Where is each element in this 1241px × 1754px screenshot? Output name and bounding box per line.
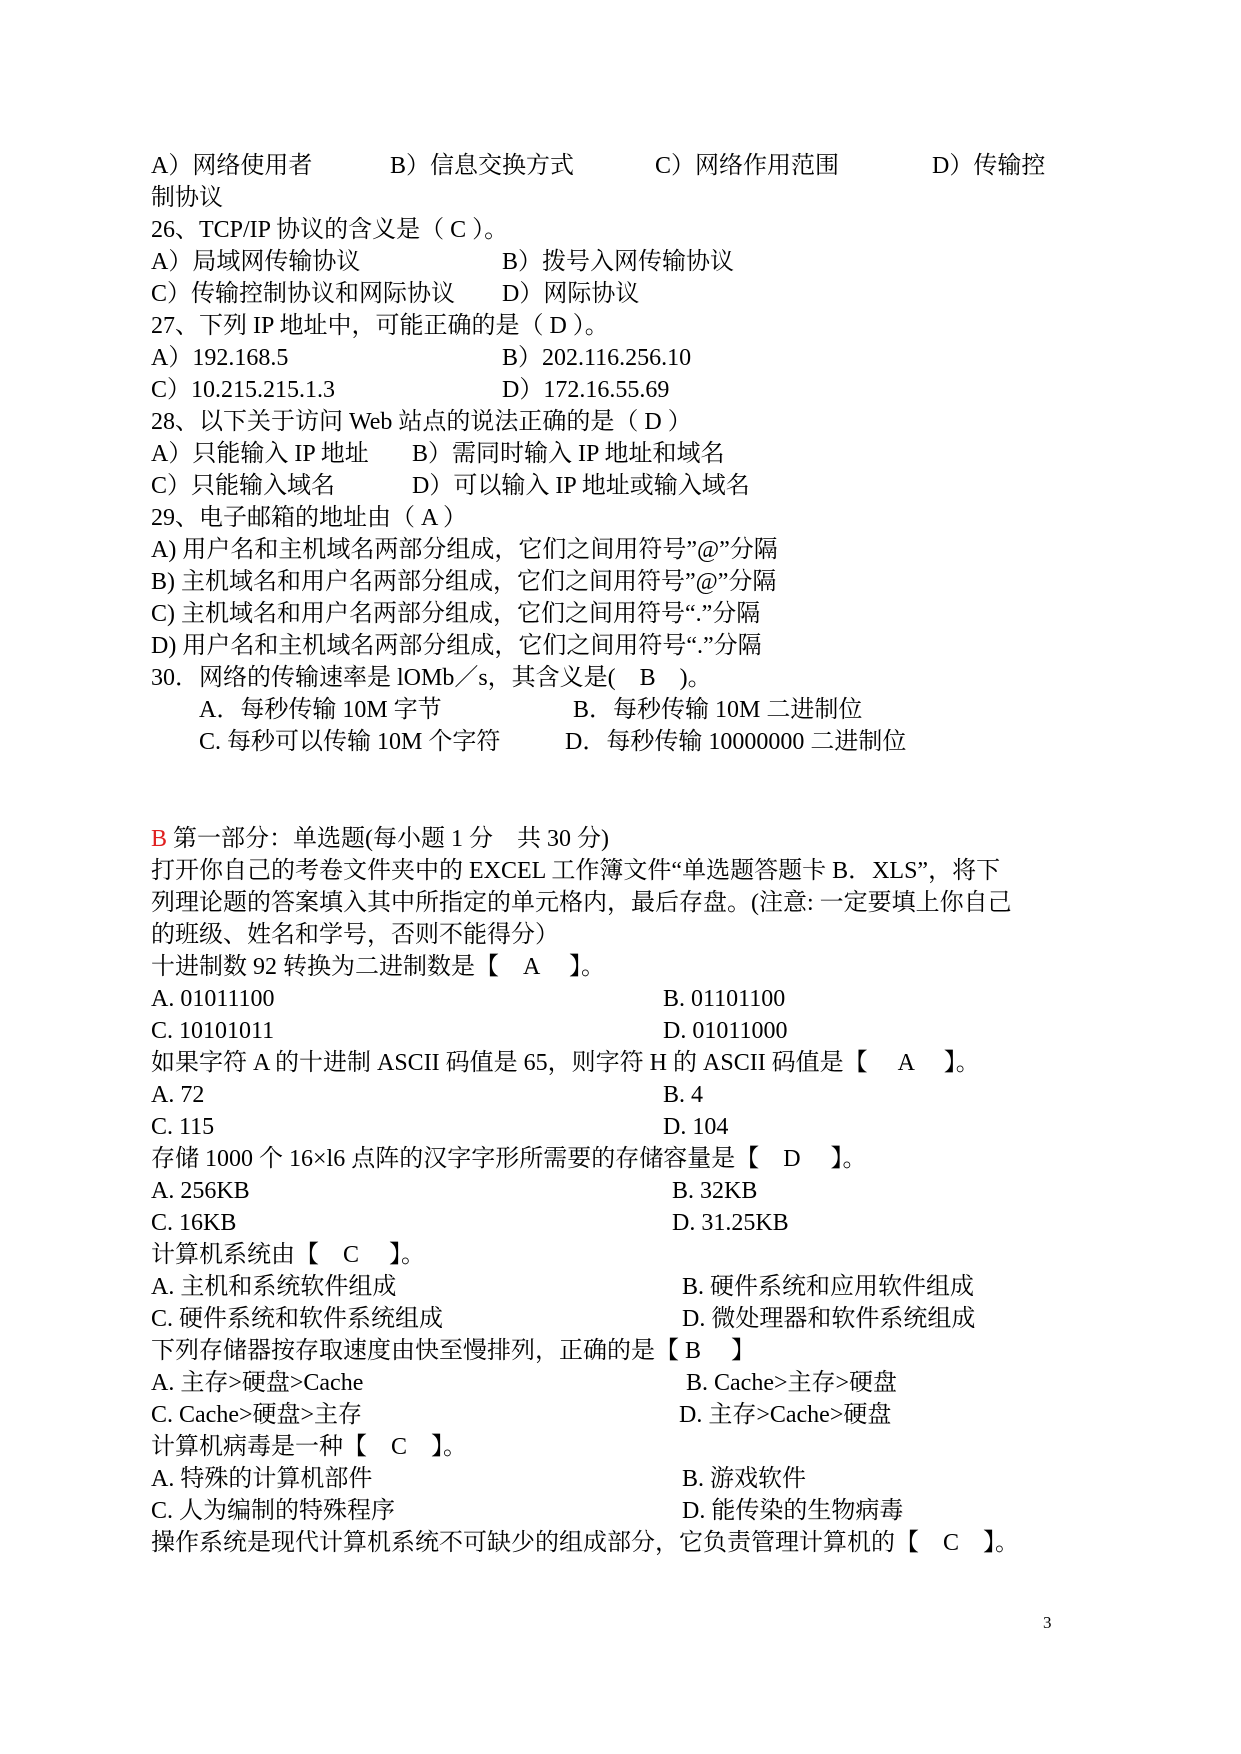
b-q6-option-a: A. 特殊的计算机部件 xyxy=(151,1466,373,1492)
b-q1-option-d: D. 01011000 xyxy=(663,1018,788,1044)
section-title: 第一部分：单选题(每小题 1 分 共 30 分) xyxy=(167,826,609,852)
b-q6-stem: 计算机病毒是一种【 C 】。 xyxy=(151,1434,468,1460)
q26-stem: 26、TCP/IP 协议的含义是（ C ）。 xyxy=(151,217,509,243)
b-q5-option-c: C. Cache>硬盘>主存 xyxy=(151,1402,363,1428)
b-q3-option-b: B. 32KB xyxy=(672,1178,758,1204)
q29-option-d: D) 用户名和主机域名两部分组成，它们之间用符号“.”分隔 xyxy=(151,633,762,659)
b-q6-option-d: D. 能传染的生物病毒 xyxy=(682,1498,904,1524)
b-q6-option-b: B. 游戏软件 xyxy=(682,1466,807,1492)
b-q2-option-c: C. 115 xyxy=(151,1114,215,1140)
b-q5-stem: 下列存储器按存取速度由快至慢排列，正确的是【 B 】 xyxy=(151,1338,756,1364)
b-q4-stem: 计算机系统由【 C 】。 xyxy=(151,1242,426,1268)
q26-option-c: C）传输控制协议和网际协议 xyxy=(151,281,456,307)
b-q4-option-d: D. 微处理器和软件系统组成 xyxy=(682,1306,976,1332)
q27-option-b: B）202.116.256.10 xyxy=(502,345,692,371)
q28-stem: 28、以下关于访问 Web 站点的说法正确的是（ D ） xyxy=(151,409,692,435)
b-q4-option-c: C. 硬件系统和软件系统组成 xyxy=(151,1306,444,1332)
q26-option-d: D）网际协议 xyxy=(502,281,640,307)
q30-stem: 30．网络的传输速率是 lOMb／s，其含义是( B )。 xyxy=(151,665,712,691)
b-q5-option-d: D. 主存>Cache>硬盘 xyxy=(679,1402,892,1428)
q26-option-b: B）拨号入网传输协议 xyxy=(502,249,735,275)
q29-option-c: C) 主机域名和用户名两部分组成，它们之间用符号“.”分隔 xyxy=(151,601,761,627)
b-q2-option-d: D. 104 xyxy=(663,1114,729,1140)
q25-option-d: D）传输控 xyxy=(932,153,1046,179)
q30-option-a: A．每秒传输 10M 字节 xyxy=(199,697,442,723)
b-q3-stem: 存储 1000 个 16×l6 点阵的汉字字形所需要的存储容量是【 D 】。 xyxy=(151,1146,867,1172)
page-number: 3 xyxy=(1043,1613,1052,1632)
b-q2-option-b: B. 4 xyxy=(663,1082,704,1108)
section-marker: B xyxy=(151,826,168,852)
q30-option-c: C. 每秒可以传输 10M 个字符 xyxy=(199,729,501,755)
q29-stem: 29、电子邮箱的地址由（ A ） xyxy=(151,505,468,531)
b-q5-option-a: A. 主存>硬盘>Cache xyxy=(151,1370,364,1396)
q27-option-a: A）192.168.5 xyxy=(151,345,289,371)
q25-option-b: B）信息交换方式 xyxy=(390,153,575,179)
b-q2-stem: 如果字符 A 的十进制 ASCII 码值是 65，则字符 H 的 ASCII 码值是【 A 】。 xyxy=(151,1050,980,1076)
b-q5-option-b: B. Cache>主存>硬盘 xyxy=(686,1370,898,1396)
intro-line-2: 列理论题的答案填入其中所指定的单元格内，最后存盘。(注意: 一定要填上你自己 xyxy=(151,890,1012,916)
q25-option-d-continued: 制协议 xyxy=(151,185,223,211)
b-q1-stem: 十进制数 92 转换为二进制数是【 A 】。 xyxy=(151,954,606,980)
b-q1-option-b: B. 01101100 xyxy=(663,986,786,1012)
b-q2-option-a: A. 72 xyxy=(151,1082,205,1108)
q29-option-b: B) 主机域名和用户名两部分组成，它们之间用符号”@”分隔 xyxy=(151,569,777,595)
q28-option-c: C）只能输入域名 xyxy=(151,473,336,499)
q29-option-a: A) 用户名和主机域名两部分组成，它们之间用符号”@”分隔 xyxy=(151,537,778,563)
b-q4-option-a: A. 主机和系统软件组成 xyxy=(151,1274,397,1300)
intro-line-1: 打开你自己的考卷文件夹中的 EXCEL 工作簿文件“单选题答题卡 B．XLS”，将下 xyxy=(151,858,1001,884)
section-heading xyxy=(151,823,609,856)
q27-option-d: D）172.16.55.69 xyxy=(502,377,670,403)
q30-option-d: D．每秒传输 10000000 二进制位 xyxy=(565,729,907,755)
b-q1-option-a: A. 01011100 xyxy=(151,986,275,1012)
b-q7-stem: 操作系统是现代计算机系统不可缺少的组成部分，它负责管理计算机的【 C 】。 xyxy=(151,1530,1020,1556)
q26-option-a: A）局域网传输协议 xyxy=(151,249,361,275)
q25-option-c: C）网络作用范围 xyxy=(655,153,840,179)
q28-option-d: D）可以输入 IP 地址或输入域名 xyxy=(412,473,750,499)
q27-stem: 27、下列 IP 地址中，可能正确的是（ D ）。 xyxy=(151,313,609,339)
b-q1-option-c: C. 10101011 xyxy=(151,1018,275,1044)
q28-option-a: A）只能输入 IP 地址 xyxy=(151,441,369,467)
b-q3-option-c: C. 16KB xyxy=(151,1210,237,1236)
q30-option-b: B．每秒传输 10M 二进制位 xyxy=(573,697,863,723)
q27-option-c: C）10.215.215.1.3 xyxy=(151,377,336,403)
b-q3-option-d: D. 31.25KB xyxy=(672,1210,789,1236)
intro-line-3: 的班级、姓名和学号，否则不能得分） xyxy=(151,922,559,948)
b-q6-option-c: C. 人为编制的特殊程序 xyxy=(151,1498,396,1524)
q25-option-a: A）网络使用者 xyxy=(151,153,313,179)
b-q3-option-a: A. 256KB xyxy=(151,1178,250,1204)
b-q4-option-b: B. 硬件系统和应用软件组成 xyxy=(682,1274,975,1300)
q28-option-b: B）需同时输入 IP 地址和域名 xyxy=(412,441,725,467)
